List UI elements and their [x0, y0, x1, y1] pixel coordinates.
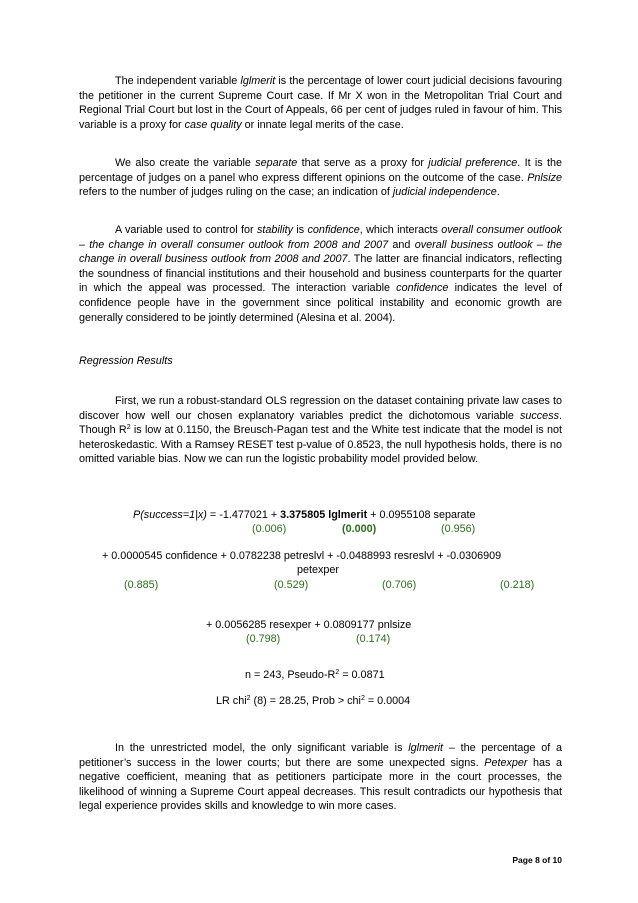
page-number: Page 8 of 10 [512, 855, 562, 865]
pvalue-lglmerit: (0.000) [342, 523, 377, 535]
paragraph-lglmerit: The independent variable lglmerit is the percentage of lower court judicial decisions favouring the petitioner in the current Supreme Court case. If Mr X won in the Metropolitan Trial Court and Regional Trial Court but lost in the Court of Appeals, 66 per cent of judges ruled in favour of him. This variable is a proxy for case quality or innate legal merits of the case. [79, 75, 562, 131]
pvalue-petreslvl: (0.529) [274, 579, 309, 591]
paragraph-confidence: A variable used to control for stability is confidence, which interacts overall consumer outlook – the change in overall consumer outlook from 2008 and 2007 and overall business outlook – the change in overall business outlook from 2008 and 2007. The latter are financial indicators, reflecting the soundness of financial institutions and their household and business counterparts for the quarter in which the appeal was processed. The interaction variable confidence indicates the level of confidence people have in the government since political instability and economic growth are generally considered to be jointly determined (Alesina et al. 2004). [79, 224, 563, 324]
pvalue-separate: (0.956) [441, 523, 476, 535]
likelihood-ratio-stats: LR chi$^2$ (8) = 28.25, Prob > chi$^2$ = 0.0004 [216, 695, 411, 707]
pvalue-resreslvl: (0.706) [382, 579, 417, 591]
pvalue-confidence: (0.885) [124, 579, 159, 591]
pvalue-petexper: (0.218) [500, 579, 535, 591]
paragraph-ols: First, we run a robust-standard OLS regression on the dataset containing private law cases to discover how well our chosen explanatory variables predict the dichotomous variable success. Though $R^2$ is low at 0.1150, the Breusch-Pagan test and the White test indicate that the model is not heteroskedastic. With a Ramsey RESET test p-value of 0.8523, the null hypothesis holds, there is no omitted variable bias. Now we can run the logistic probability model provided below. [79, 395, 562, 466]
equation-line-2: + 0.0000545 confidence + 0.0782238 petreslvl + -0.0488993 resreslvl + -0.0306909 [102, 550, 502, 562]
model-fit-stats: n = 243, Pseudo-$R^2 = 0.0871$ [245, 669, 385, 681]
paragraph-separate: We also create the variable separate that serve as a proxy for judicial preference. It is the percentage of judges on a panel who express different opinions on the outcome of the case. Pnlsize refers to the number of judges ruling on the case; an indication of judicial independence. [79, 157, 563, 199]
equation-line-2-continued: petexper [297, 564, 340, 576]
paragraph-unrestricted-model: In the unrestricted model, the only significant variable is lglmerit – the percentage of a petitioner’s success in the lower courts; but there are some unexpected signs. Petexper has a negative coefficient, meaning that as petitioners participate more in the court processes, the likelihood of winning a Supreme Court appeal decreases. This result contradicts our hypothesis that legal experience provides skills and knowledge to win more cases. [79, 742, 562, 813]
equation-line-1: P(success=1|x) = -1.477021 + 3.375805 lglmerit + 0.0955108 separate [133, 509, 476, 521]
section-heading: Regression Results [79, 355, 173, 367]
pvalue-intercept: (0.006) [252, 523, 287, 535]
pvalue-resexper: (0.798) [246, 633, 281, 645]
equation-line-3: + 0.0056285 resexper + 0.0809177 pnlsize [206, 619, 412, 631]
pvalue-pnlsize: (0.174) [356, 633, 391, 645]
